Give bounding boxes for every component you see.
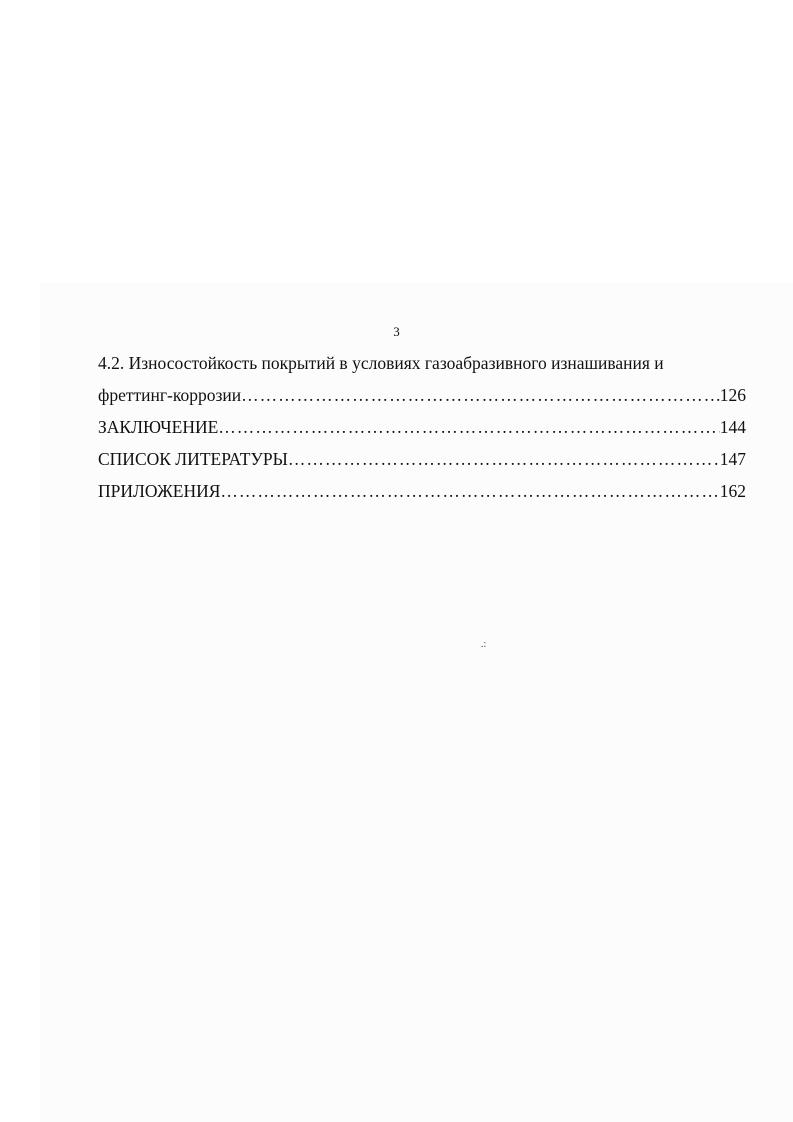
scan-speck: .: — [481, 639, 487, 650]
toc-leader-dots — [220, 477, 719, 505]
toc-leader-dots — [241, 381, 720, 409]
toc-entry-label: ЗАКЛЮЧЕНИЕ — [98, 417, 219, 437]
toc-entry-page: 144 — [719, 417, 746, 437]
toc-entry-label: фреттинг-коррозии — [98, 385, 242, 405]
toc-entry-4-2 — [98, 381, 746, 413]
toc-entry-page: 147 — [719, 449, 746, 469]
toc-entry-4-2-heading: 4.2. Износостойкость покрытий в условиях газоабразивного изнашивания и — [98, 353, 664, 373]
toc-entry-label: СПИСОК ЛИТЕРАТУРЫ — [98, 449, 288, 469]
toc-entry-page: 126 — [719, 385, 746, 405]
table-of-contents — [98, 349, 746, 509]
toc-entry-label: ПРИЛОЖЕНИЯ — [98, 481, 221, 501]
toc-entry-conclusion — [98, 413, 746, 445]
toc-leader-dots — [288, 445, 720, 473]
toc-entry-page: 162 — [719, 481, 746, 501]
page-number: 3 — [393, 324, 400, 339]
toc-entry-appendices — [98, 477, 746, 509]
toc-leader-dots — [218, 413, 719, 441]
toc-entry-references — [98, 445, 746, 477]
